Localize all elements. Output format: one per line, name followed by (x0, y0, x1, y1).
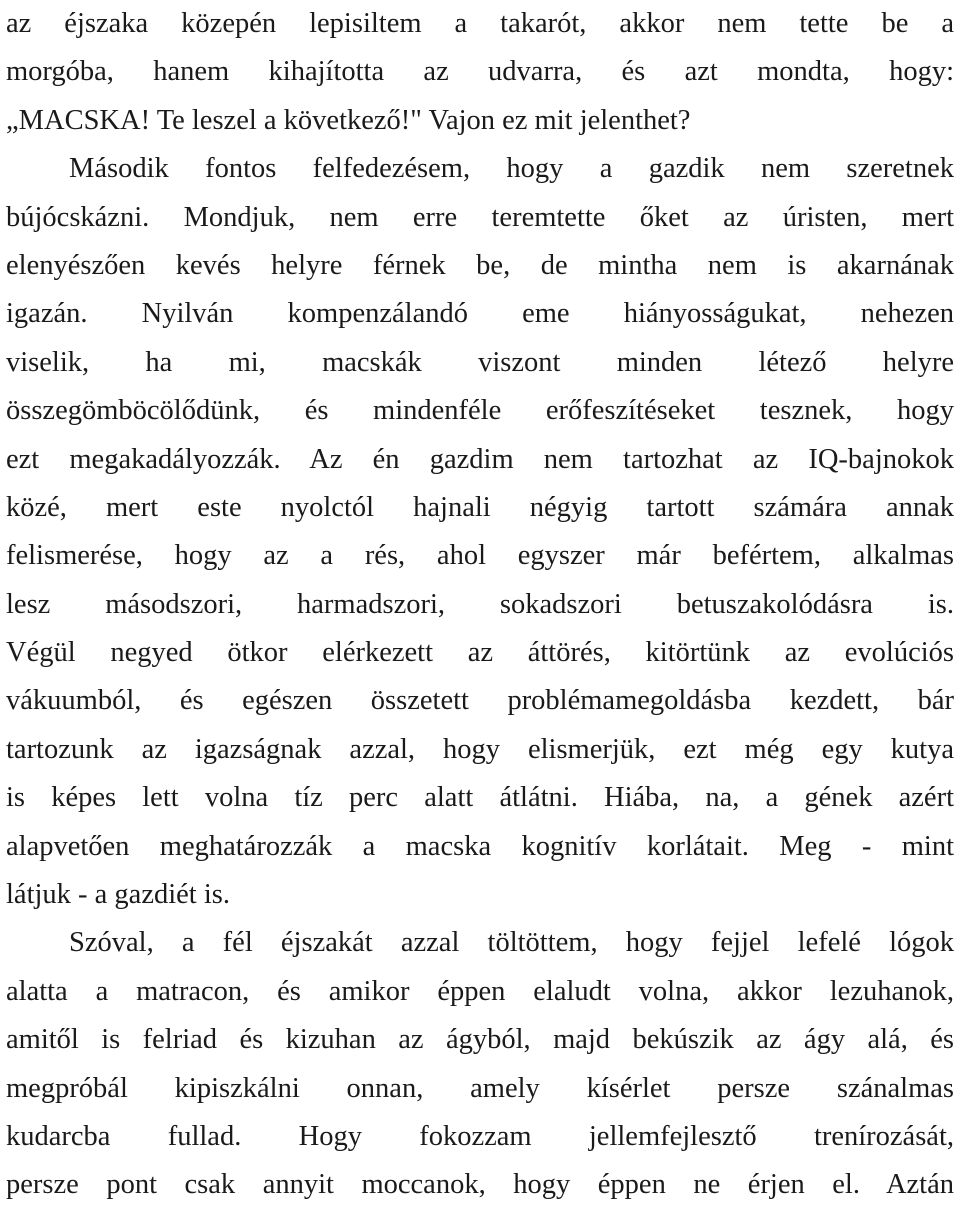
text-line: kudarcba fullad. Hogy fokozzam jellemfejlesztő trenírozását, (6, 1120, 954, 1152)
text-line: közé, mert este nyolctól hajnali négyig tartott számára annak (6, 491, 954, 523)
text-line: alatta a matracon, és amikor éppen elaludt volna, akkor lezuhanok, (6, 975, 954, 1007)
text-line: morgóba, hanem kihajította az udvarra, és azt mondta, hogy: (6, 56, 954, 88)
text-line: összegömböcölődünk, és mindenféle erőfeszítéseket tesznek, hogy (6, 395, 954, 427)
text-line: igazán. Nyilván kompenzálandó eme hiányosságukat, nehezen (6, 298, 954, 330)
text-line: Végül negyed ötkor elérkezett az áttörés, kitörtünk az evolúciós (6, 637, 954, 669)
text-line: az éjszaka közepén lepisiltem a takarót, akkor nem tette be a (6, 8, 954, 39)
text-line: alapvetően meghatározzák a macska kognitív korlátait. Meg - mint (6, 830, 954, 862)
text-line: amitől is felriad és kizuhan az ágyból, majd bekúszik az ágy alá, és (6, 1024, 954, 1056)
text-line: Második fontos felfedezésem, hogy a gazdik nem szeretnek (69, 153, 954, 185)
text-line: Szóval, a fél éjszakát azzal töltöttem, hogy fejjel lefelé lógok (69, 927, 954, 959)
text-line: viselik, ha mi, macskák viszont minden létező helyre (6, 346, 954, 378)
text-line: elenyészően kevés helyre férnek be, de mintha nem is akarnának (6, 249, 954, 281)
text-line: ezt megakadályozzák. Az én gazdim nem tartozhat az IQ-bajnokok (6, 443, 954, 475)
text-line: lesz másodszori, harmadszori, sokadszori betuszakolódásra is. (6, 588, 954, 620)
text-line: vákuumból, és egészen összetett problémamegoldásba kezdett, bár (6, 685, 954, 717)
text-line: bújócskázni. Mondjuk, nem erre teremtette őket az úristen, mert (6, 201, 954, 233)
text-line: tartozunk az igazságnak azzal, hogy elismerjük, ezt még egy kutya (6, 733, 954, 765)
text-line: megpróbál kipiszkálni onnan, amely kísérlet persze szánalmas (6, 1072, 954, 1104)
text-line: látjuk - a gazdiét is. (6, 879, 230, 911)
document-page (6, 0, 954, 1210)
text-line: is képes lett volna tíz perc alatt átlátni. Hiába, na, a gének azért (6, 782, 954, 814)
text-line: „MACSKA! Te leszel a következő!" Vajon ez mit jelenthet? (6, 104, 691, 136)
text-line: felismerése, hogy az a rés, ahol egyszer már befértem, alkalmas (6, 540, 954, 572)
text-line: persze pont csak annyit moccanok, hogy éppen ne érjen el. Aztán (6, 1169, 954, 1201)
